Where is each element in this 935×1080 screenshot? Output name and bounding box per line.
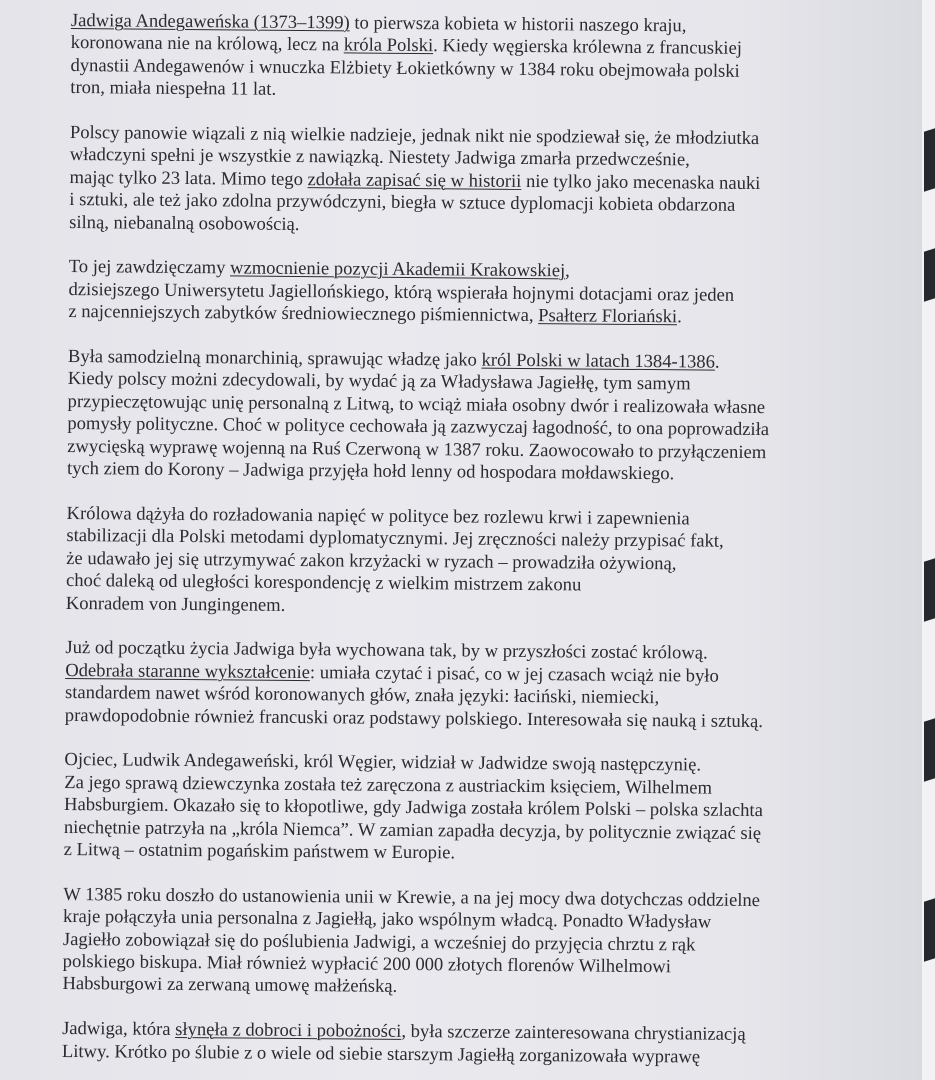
underlined-phrase: zdołała zapisać się w historii [307,168,522,192]
underlined-phrase: wzmocnienie pozycji Akademii Krakowskiej [229,257,566,282]
text-run: W 1385 roku doszło do ustanowienia unii w Krewie, a na jej mocy dwa dotychczas oddzielne [63,883,761,911]
text-run: niechętnie patrzyła na „króla Niemca”. W zamian zapadła decyzja, by politycznie związać się [63,816,762,844]
underlined-phrase: króla Polski [343,34,434,57]
text-run: dynastii Andegawenów i wnuczka Elżbiety Łokietkówny w 1384 roku obejmowała polski [70,54,740,82]
text-run: Jadwiga, która [62,1018,176,1041]
text-run: Konradem von Jungingenem. [65,592,286,616]
paragraph [64,749,915,868]
text-run: : umiała czytać i pisać, co w jej czasach wciąż nie było [309,661,719,687]
text-run: Habsburgowi za zerwaną umowę małżeńską. [62,973,398,998]
text-run: tron, miała niespełna 11 lat. [70,77,277,101]
text-run: zwycięską wyprawę wojenną na Ruś Czerwoną w 1387 roku. Zaowocowało to przyłączeniem [67,435,767,463]
text-run: z Litwą – ostatnim pogańskim państwem w Europie. [63,838,456,864]
text-run: . [677,306,682,328]
text-run: , była szczerze zainteresowana chrystianizacją [401,1021,746,1046]
text-run: dzisiejszego Uniwersytetu Jagiellońskiego, którą wspierała hojnymi dotacjami oraz jeden [68,278,735,306]
text-run: , [565,260,570,282]
underlined-phrase: Odebrała staranne wykształcenie [65,659,311,683]
text-run: przypieczętowując unię personalną z Litwą, to wciąż miała osobny dwór i realizowała własne [67,390,766,418]
background-edge-mark [924,718,935,782]
text-run: Królowa dążyła do rozładowania napięć w polityce bez rozlewu krwi i zapewnienia [66,502,690,530]
paragraph [65,637,916,734]
text-run: mając tylko 23 lata. Mimo tego [69,166,308,190]
text-run: stabilizacji dla Polski metodami dyplomatycznymi. Jej zręczności należy przypisać fakt, [66,525,724,552]
text-run: Kiedy polscy możni zdecydowali, by wydać ją za Władysława Jagiełłę, tym samym [67,368,691,395]
text-run: kraje połączyła unia personalna z Jagiełłą, jako wspólnym władcą. Ponadto Władysław [62,906,712,933]
text-run: silną, niebanalną osobowością. [69,211,300,235]
document-text [62,10,921,1080]
underlined-phrase: słynęła z dobroci i pobożności [175,1019,402,1043]
text-run: . [714,351,720,373]
text-run: Za jego sprawą dziewczynka została też zaręczona z austriackim księciem, Wilhelmem [64,771,713,799]
text-run: władczyni spełni je wszystkie z nawiązką. Niestety Jadwiga zmarła przedwcześnie, [69,144,690,171]
background-edge-mark [924,248,935,302]
text-run: Jagiełło zobowiązał się do poślubienia Jadwigi, a wcześniej do przyjęcia chrztu z rąk [62,928,696,956]
paragraph [69,122,920,241]
background-edge-mark [924,128,935,192]
paragraph [62,884,913,1003]
paragraph [67,346,918,488]
text-run: z najcenniejszych zabytków średniowiecznego piśmiennictwa, [68,301,539,327]
text-run: polskiego biskupa. Miał również wypłacić 200 000 złotych florenów Wilhelmowi [62,950,672,978]
underlined-phrase: Psałterz Floriański [538,305,678,328]
text-run: Habsburgiem. Okazało się to kłopotliwe, gdy Jadwiga została królem Polski – polska szlachta [63,794,763,822]
paragraph [70,10,921,107]
text-run: prawdopodobnie również francuski oraz podstawy polskiego. Interesowała się nauką i sztuką. [64,704,764,732]
text-run: tych ziem do Korony – Jadwiga przyjęła hołd lenny od hospodara mołdawskiego. [66,458,675,485]
text-run: . Kiedy węgierska królewna z francuskiej [433,35,743,60]
text-run: Polscy panowie wiązali z nią wielkie nadzieje, jednak nikt nie spodziewał się, że młodziutka [69,122,760,150]
text-run: Litwy. Krótko po ślubie z o wiele od siebie starszym Jagiełłą zorganizowała wyprawę [61,1040,701,1068]
paragraph [68,256,919,331]
text-run: To jej zawdzięczamy [68,256,231,279]
underlined-phrase: król Polski w latach 1384-1386 [481,349,716,373]
text-run: i sztuki, ale też jako zdolna przywódczyni, biegła w sztuce dyplomacji kobieta obdarzona [69,189,736,217]
background-edge-mark [924,558,935,622]
text-run: pomysły polityczne. Choć w polityce cechowała ją zazwyczaj łagodność, to ona poprowadziła [67,413,770,441]
text-run: Była samodzielną monarchinią, sprawując władzę jako [67,346,482,371]
text-run: standardem nawet wśród koronowanych głów, znała języki: łaciński, niemiecki, [64,682,660,709]
paragraph [62,1018,912,1070]
page-edge-strip [922,0,935,1080]
text-run: że udawało jej się utrzymywać zakon krzyżacki w ryzach – prowadziła ożywioną, [66,547,677,574]
background-edge-mark [924,898,935,962]
underlined-phrase: Jadwiga Andegaweńska (1373–1399) [70,10,350,34]
text-run: to pierwsza kobieta w historii naszego kraju, [349,12,687,37]
text-run: choć daleką od uległości korespondencję z wielkim mistrzem zakonu [65,570,582,596]
text-run: nie tylko jako mecenaska nauki [521,170,761,194]
text-run: koronowana nie na królową, lecz na [70,32,344,56]
text-run: Już od początku życia Jadwiga była wychowana tak, by w przyszłości zostać królową. [65,637,708,664]
text-run: Ojciec, Ludwik Andegaweński, król Węgier, widział w Jadwidze swoją następczynię. [64,749,702,776]
paragraph [66,503,917,622]
